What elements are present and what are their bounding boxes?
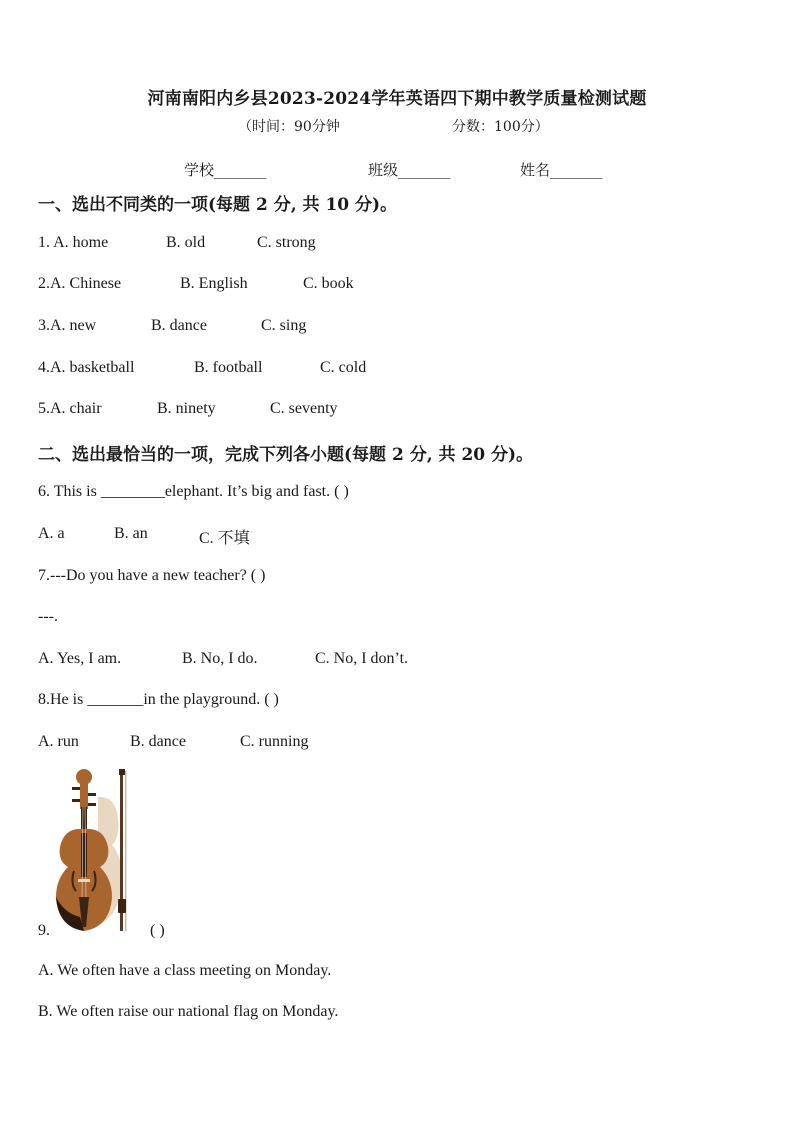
q9-option-a: A. We often have a class meeting on Monday.	[38, 962, 332, 979]
q2-option-c: C. book	[303, 275, 354, 292]
q6-option-a: A. a	[38, 525, 65, 542]
q5-option-c: C. seventy	[270, 400, 338, 417]
q2-option-a: 2.A. Chinese	[38, 275, 122, 292]
q4-option-a: 4.A. basketball	[38, 359, 135, 376]
q5-option-a: 5.A. chair	[38, 400, 102, 417]
score-label: 分数：100分）	[452, 119, 549, 135]
name-field[interactable]: 姓名_______	[520, 161, 603, 179]
q5-option-b: B. ninety	[157, 400, 216, 417]
section-2-heading: 二、选出最恰当的一项，完成下列各小题(每题 2 分, 共 20 分)。	[38, 445, 534, 465]
q8-stem: 8.He is _______in the playground. ( )	[38, 691, 279, 708]
school-field[interactable]: 学校_______	[184, 161, 267, 179]
q3-option-a: 3.A. new	[38, 317, 97, 334]
q3-option-c: C. sing	[261, 317, 307, 334]
q8-option-a: A. run	[38, 733, 79, 750]
q8-option-b: B. dance	[130, 733, 186, 750]
q7-option-c: C. No, I don’t.	[315, 650, 409, 667]
q9-number: 9.	[38, 922, 50, 939]
q8-option-c: C. running	[240, 733, 309, 750]
q9-answer-blank: ( )	[150, 922, 165, 939]
q6-stem: 6. This is ________elephant. It’s big and fast. ( )	[38, 483, 349, 500]
q1-option-a: 1. A. home	[38, 234, 109, 251]
q9-option-b: B. We often raise our national flag on Monday.	[38, 1003, 339, 1020]
q7-option-b: B. No, I do.	[182, 650, 258, 667]
section-1-heading: 一、选出不同类的一项(每题 2 分, 共 10 分)。	[38, 195, 398, 215]
q7-option-a: A. Yes, I am.	[38, 650, 122, 667]
class-field[interactable]: 班级_______	[368, 161, 451, 179]
q6-option-c: C. 不填	[199, 530, 250, 547]
q1-option-c: C. strong	[257, 234, 316, 251]
q3-option-b: B. dance	[151, 317, 207, 334]
q6-option-b: B. an	[114, 525, 148, 542]
page-title: 河南南阳内乡县2023-2024学年英语四下期中教学质量检测试题	[147, 89, 647, 109]
q4-option-b: B. football	[194, 359, 263, 376]
time-label: （时间：90分钟	[238, 119, 340, 135]
q2-option-b: B. English	[180, 275, 248, 292]
q7-stem: 7.---Do you have a new teacher? ( )	[38, 567, 266, 584]
violin-icon	[52, 767, 142, 939]
q1-option-b: B. old	[166, 234, 206, 251]
q4-option-c: C. cold	[320, 359, 367, 376]
q7-reply: ---.	[38, 608, 58, 625]
